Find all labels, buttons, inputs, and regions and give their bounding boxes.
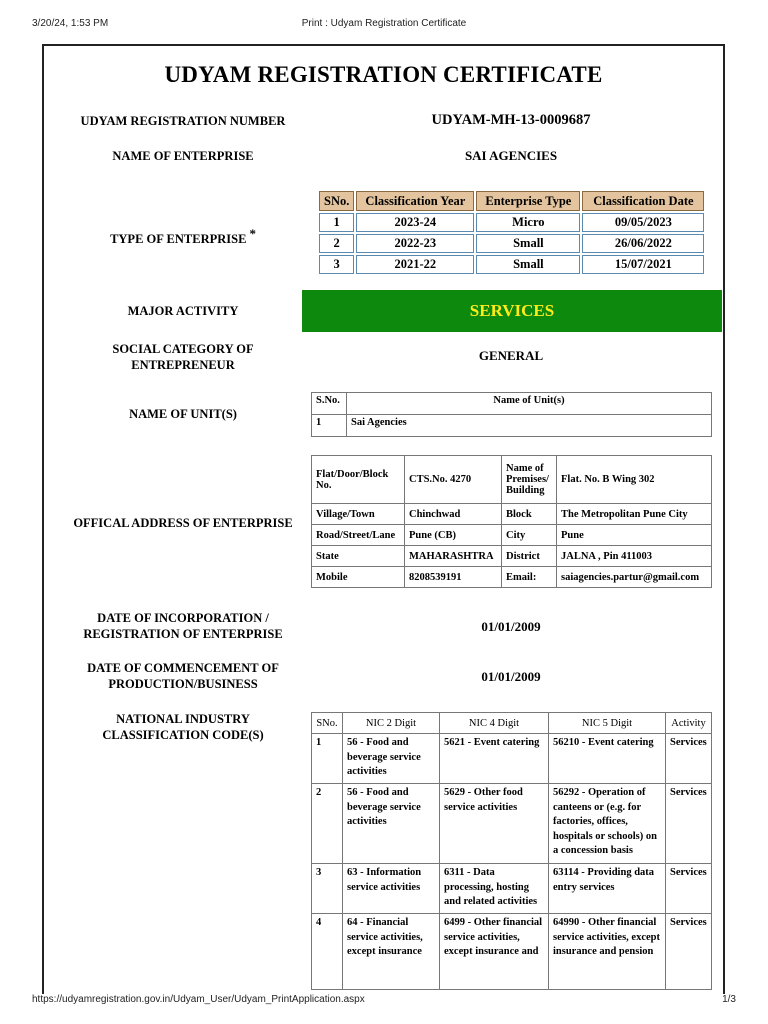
nic-cell: 56 - Food and beverage service activities (343, 784, 440, 864)
table-row (319, 213, 704, 232)
reg-number-label: UDYAM REGISTRATION NUMBER (80, 114, 286, 128)
table-row (312, 784, 712, 864)
type-of-enterprise-label (64, 226, 302, 247)
table-row (319, 255, 704, 274)
nic-cell: 6311 - Data processing, hosting and related activities (440, 864, 549, 914)
type-cell: 2022-23 (356, 234, 474, 253)
address-key: Name of Premises/ Building (502, 456, 557, 504)
table-row (312, 864, 712, 914)
print-page-count: 1/3 (722, 994, 736, 1005)
nic-cell: Services (666, 734, 712, 784)
address-key: Road/Street/Lane (312, 525, 405, 546)
address-key: Email: (502, 567, 557, 588)
browser-print-header (0, 18, 768, 32)
address-value: Chinchwad (405, 504, 502, 525)
enterprise-type-table (317, 189, 706, 276)
units-header-sno: S.No. (312, 393, 347, 415)
table-row (312, 525, 712, 546)
incorporation-date: 01/01/2009 (481, 619, 541, 634)
nic-cell: 5621 - Event catering (440, 734, 549, 784)
nic-cell: 64990 - Other financial service activities, except insurance and pension (549, 914, 666, 990)
nic-cell: 1 (312, 734, 343, 784)
commencement-label: DATE OF COMMENCEMENT OF PRODUCTION/BUSINESS (87, 661, 279, 691)
major-activity-label: MAJOR ACTIVITY (127, 304, 239, 318)
address-key: Mobile (312, 567, 405, 588)
nic-cell: 56 - Food and beverage service activities (343, 734, 440, 784)
nic-header-5digit: NIC 5 Digit (549, 713, 666, 734)
table-row (312, 914, 712, 990)
table-row (312, 734, 712, 784)
print-url: https://udyamregistration.gov.in/Udyam_User/Udyam_PrintApplication.aspx (32, 994, 365, 1005)
type-cell: Micro (476, 213, 580, 232)
type-star: * (249, 226, 256, 241)
address-key: District (502, 546, 557, 567)
address-value: The Metropolitan Pune City (557, 504, 712, 525)
address-key: State (312, 546, 405, 567)
units-cell: Sai Agencies (347, 415, 712, 437)
certificate-frame (42, 44, 725, 994)
type-cell: Small (476, 255, 580, 274)
address-value: Flat. No. B Wing 302 (557, 456, 712, 504)
nic-header-sno: SNo. (312, 713, 343, 734)
nic-cell: 2 (312, 784, 343, 864)
type-header-sno: SNo. (319, 191, 354, 211)
nic-label: NATIONAL INDUSTRY CLASSIFICATION CODE(S) (102, 712, 264, 742)
table-row (312, 504, 712, 525)
nic-cell: 64 - Financial service activities, except insurance (343, 914, 440, 990)
reg-number-value: UDYAM-MH-13-0009687 (431, 112, 591, 128)
nic-header-row (312, 713, 712, 734)
type-header-year: Classification Year (356, 191, 474, 211)
units-label: NAME OF UNIT(S) (129, 407, 237, 421)
nic-cell: 56210 - Event catering (549, 734, 666, 784)
nic-cell: 56292 - Operation of canteens or (e.g. for factories, offices, hospitals or schools) on a concession basis (549, 784, 666, 864)
table-row (319, 234, 704, 253)
type-cell: 09/05/2023 (582, 213, 704, 232)
nic-cell: 63 - Information service activities (343, 864, 440, 914)
nic-cell: 6499 - Other financial service activities, except insurance and (440, 914, 549, 990)
nic-header-2digit: NIC 2 Digit (343, 713, 440, 734)
social-category-label: SOCIAL CATEGORY OF ENTREPRENEUR (112, 342, 254, 372)
print-datetime: 3/20/24, 1:53 PM (32, 18, 109, 29)
certificate-title: UDYAM REGISTRATION CERTIFICATE (164, 62, 603, 87)
table-row (312, 546, 712, 567)
units-cell: 1 (312, 415, 347, 437)
address-value: MAHARASHTRA (405, 546, 502, 567)
email-value: saiagencies.partur@gmail.com (557, 567, 712, 588)
address-key: Block (502, 504, 557, 525)
address-value: JALNA , Pin 411003 (557, 546, 712, 567)
type-cell: 15/07/2021 (582, 255, 704, 274)
nic-header-activity: Activity (666, 713, 712, 734)
address-table (311, 455, 712, 588)
social-category-value: GENERAL (478, 348, 544, 363)
units-header-row (312, 393, 712, 415)
units-table (311, 392, 712, 437)
enterprise-name-label: NAME OF ENTERPRISE (112, 149, 254, 163)
commencement-date: 01/01/2009 (481, 669, 541, 684)
nic-cell: 5629 - Other food service activities (440, 784, 549, 864)
type-cell: 2023-24 (356, 213, 474, 232)
type-cell: 3 (319, 255, 354, 274)
address-label: OFFICAL ADDRESS OF ENTERPRISE (73, 516, 293, 530)
major-activity-banner: SERVICES (302, 290, 722, 332)
nic-cell: Services (666, 784, 712, 864)
address-value: Pune (557, 525, 712, 546)
type-cell: 26/06/2022 (582, 234, 704, 253)
type-cell: 2021-22 (356, 255, 474, 274)
table-row (312, 567, 712, 588)
browser-print-footer (0, 994, 768, 1008)
nic-header-4digit: NIC 4 Digit (440, 713, 549, 734)
address-key: City (502, 525, 557, 546)
address-key: Flat/Door/Block No. (312, 456, 405, 504)
nic-table (311, 712, 712, 990)
type-header-row (319, 191, 704, 211)
type-label-text: TYPE OF ENTERPRISE (110, 232, 247, 247)
type-cell: 2 (319, 234, 354, 253)
type-cell: 1 (319, 213, 354, 232)
print-page-title: Print : Udyam Registration Certificate (301, 18, 467, 29)
nic-cell: 3 (312, 864, 343, 914)
address-key: Village/Town (312, 504, 405, 525)
type-cell: Small (476, 234, 580, 253)
address-value: CTS.No. 4270 (405, 456, 502, 504)
address-value: Pune (CB) (405, 525, 502, 546)
address-value: 8208539191 (405, 567, 502, 588)
type-header-date: Classification Date (582, 191, 704, 211)
nic-cell: Services (666, 914, 712, 990)
type-header-type: Enterprise Type (476, 191, 580, 211)
incorporation-label: DATE OF INCORPORATION / REGISTRATION OF ENTERPRISE (83, 611, 283, 641)
nic-cell: Services (666, 864, 712, 914)
nic-cell: 63114 - Providing data entry services (549, 864, 666, 914)
table-row (312, 456, 712, 504)
table-row (312, 415, 712, 437)
nic-cell: 4 (312, 914, 343, 990)
enterprise-name-value: SAI AGENCIES (464, 148, 558, 163)
units-header-name: Name of Unit(s) (347, 393, 712, 415)
